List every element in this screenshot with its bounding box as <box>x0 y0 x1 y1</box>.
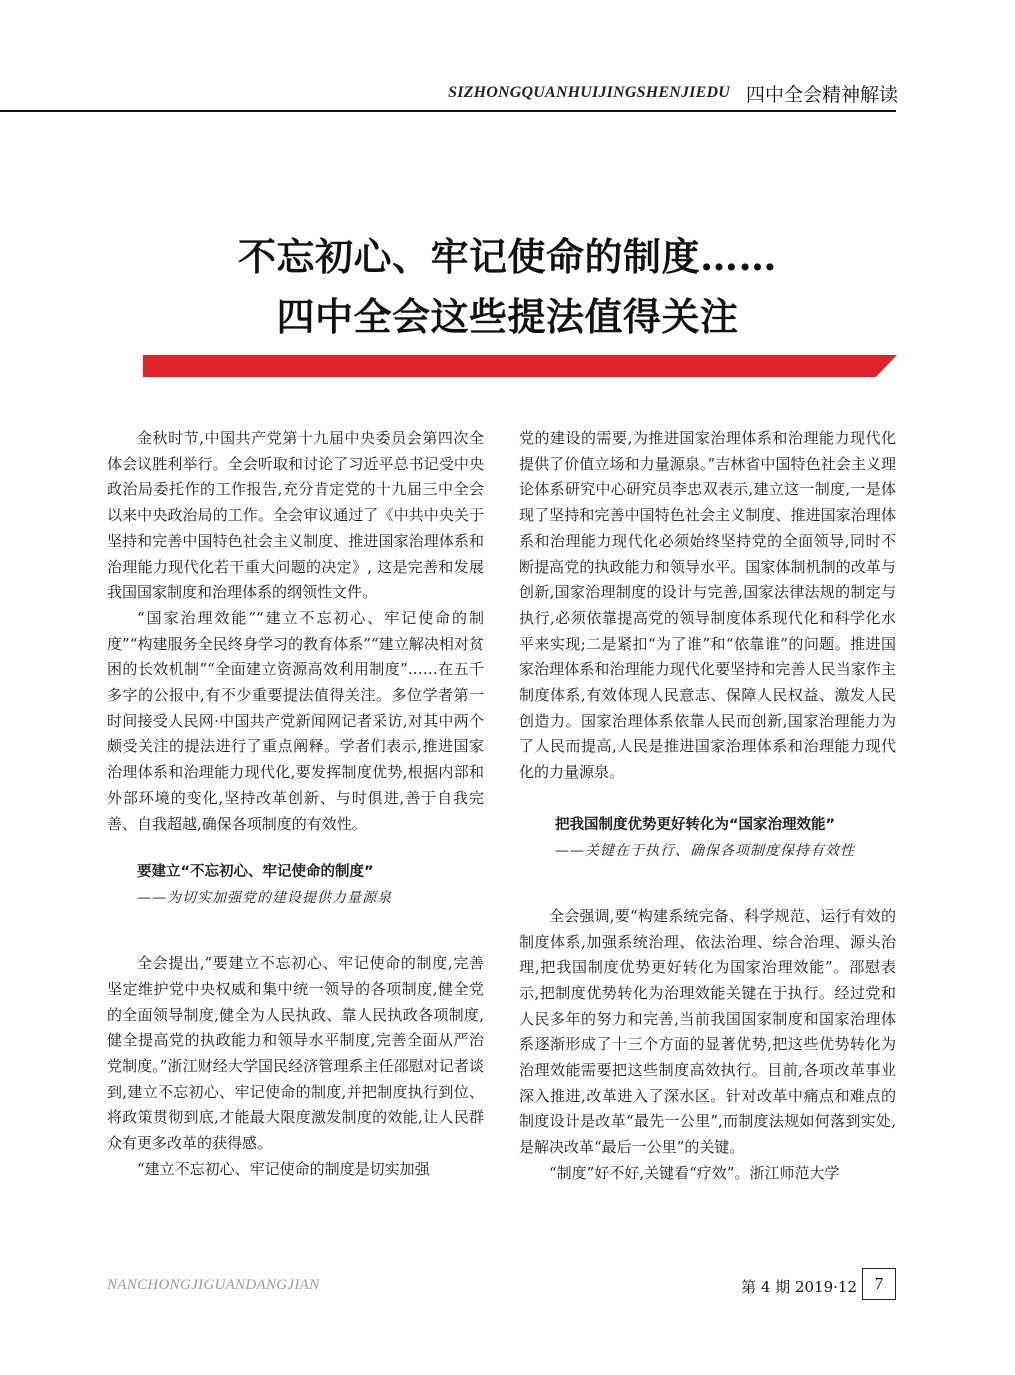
page-number: 7 <box>862 1268 896 1300</box>
paragraph: “国家治理效能”“建立不忘初心、牢记使命的制度”“构建服务全民终身学习的教育体系”“建立解决相对贫困的长效机制”“全面建立资源高效利用制度”……在五千多字的公报中,有不少重要提法值得关注。多位学者第一时间接受人民网·中国共产党新闻网记者采访,对其中两个颇受关注的提法进行了重点阐释。学者们表示,推进国家治理体系和治理能力现代化,要发挥制度优势,根据内部和外部环境的变化,坚持改革创新、与时俱进,善于自我完善、自我超越,确保各项制度的有效性。 <box>107 608 484 833</box>
article-title-line-1: 不忘初心、牢记使命的制度…… <box>237 234 777 279</box>
section-heading-subtitle: ——为切实加强党的建设提供力量源泉 <box>137 890 392 907</box>
footer-publication-name: NANCHONGJIGUANDANGJIAN <box>107 1277 320 1293</box>
running-header-latin: SIZHONGQUANHUIJINGSHENJIEDU <box>448 84 730 101</box>
title-accent-bar <box>143 355 897 377</box>
footer-issue-date: 第 4 期 2019·12 <box>741 1278 857 1296</box>
section-heading-title: 把我国制度优势更好转化为“国家治理效能” <box>555 816 836 833</box>
section-heading-1 <box>107 859 484 911</box>
paragraph: 金秋时节,中国共产党第十九届中央委员会第四次全体会议胜利举行。全会听取和讨论了习近平总书记受中央政治局委托作的工作报告,充分肯定党的十九届三中全会以来中央政治局的工作。全会审议通过了《中共中央关于坚持和完善中国特色社会主义制度、推进国家治理体系和治理能力现代化若干重大问题的决定》, 这是完善和发展我国国家制度和治理体系的纲领性文件。 <box>107 429 484 602</box>
running-header-section: 四中全会精神解读 <box>745 84 898 106</box>
header-rule <box>0 110 896 112</box>
paragraph: 党的建设的需要,为推进国家治理体系和治理能力现代化提供了价值立场和力量源泉。”吉林省中国特色社会主义理论体系研究中心研究员李忠双表示,建立这一制度,一是体现了坚持和完善中国特色社会主义制度、推进国家治理体系和治理能力现代化必须始终坚持党的全面领导,同时不断提高党的执政能力和领导水平。国家体制机制的改革与创新,国家治理制度的设计与完善,国家法律法规的制定与执行,必须依靠提高党的领导制度体系现代化和科学化水平来实现;二是紧扣“为了谁”和“依靠谁”的问题。推进国家治理体系和治理能力现代化要坚持和完善人民当家作主制度体系,有效体现人民意志、保障人民权益、激发人民创造力。国家治理体系依靠人民而创新,国家治理能力为了人民而提高,人民是推进国家治理体系和治理能力现代化的力量源泉。 <box>519 429 896 782</box>
paragraph: “建立不忘初心、牢记使命的制度是切实加强 <box>137 1159 430 1178</box>
section-heading-2 <box>519 812 896 864</box>
paragraph: 全会提出,“要建立不忘初心、牢记使命的制度,完善坚定维护党中央权威和集中统一领导的各项制度,健全党的全面领导制度,健全为人民执政、靠人民执政各项制度,健全提高党的执政能力和领导水平制度,完善全面从严治党制度。”浙江财经大学国民经济管理系主任邵慰对记者谈到,建立不忘初心、牢记使命的制度,并把制度执行到位、将政策贯彻到底,才能最大限度激发制度的效能,让人民群众有更多改革的获得感。 <box>107 954 484 1153</box>
right-column <box>519 426 896 1187</box>
paragraph: 全会强调,要“构建系统完备、科学规范、运行有效的制度体系,加强系统治理、依法治理、综合治理、源头治理,把我国制度优势更好转化为国家治理效能”。邵慰表示,把制度优势转化为治理效能关键在于执行。经过党和人民多年的努力和完善,当前我国国家制度和国家治理体系逐渐形成了十三个方面的显著优势,把这些优势转化为治理效能需要把这些制度高效执行。目前,各项改革事业深入推进,改革进入了深水区。针对改革中痛点和难点的制度设计是改革“最先一公里”,而制度法规如何落到实处,是解决改革“最后一公里”的关键。 <box>519 906 896 1157</box>
article-title-line-2: 四中全会这些提法值得关注 <box>276 294 739 339</box>
left-column <box>107 426 484 1183</box>
paragraph: “制度”好不好,关键看“疗效”。浙江师范大学 <box>549 1163 840 1182</box>
section-heading-subtitle: ——关键在于执行、确保各项制度保持有效性 <box>555 842 855 859</box>
section-heading-title: 要建立“不忘初心、牢记使命的制度” <box>137 864 374 881</box>
